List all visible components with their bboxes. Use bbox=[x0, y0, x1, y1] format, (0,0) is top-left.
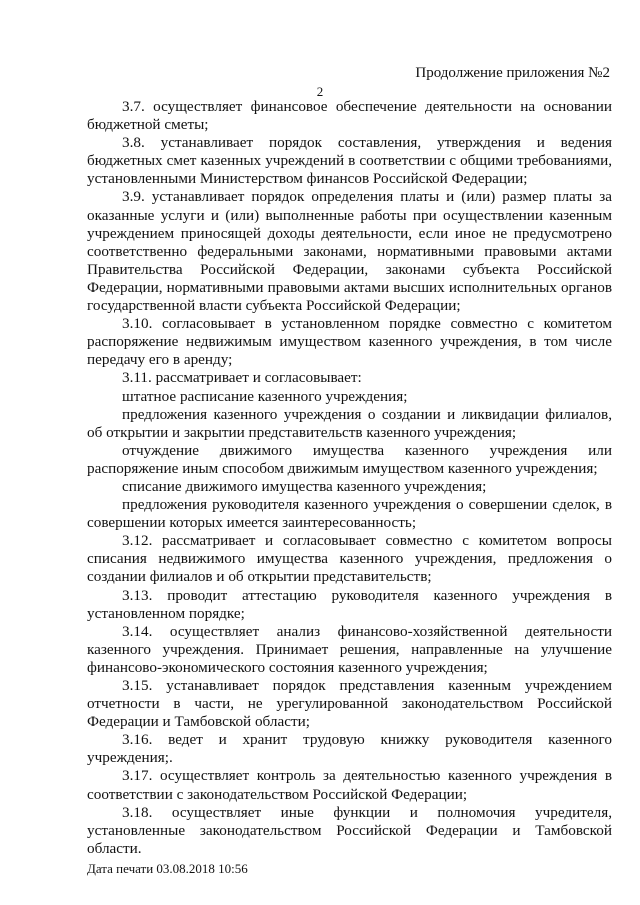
page-number: 2 bbox=[316, 84, 324, 99]
paragraph-3-10: 3.10. согласовывает в установленном порядке совместно с комитетом распоряжение недвижимым имуществом казенного учреждения, в том числе передачу его в аренду; bbox=[87, 315, 612, 369]
list-item-write-off: списание движимого имущества казенного учреждения; bbox=[122, 477, 487, 495]
paragraph-3-8: 3.8. устанавливает порядок составления, утверждения и ведения бюджетных смет казенных учреждений в соответствии с общими требованиями, установленными Министерством финансов Российской Федерации; bbox=[87, 134, 612, 188]
paragraph-3-14: 3.14. осуществляет анализ финансово-хозяйственной деятельности казенного учреждения. Принимает решения, направленные на улучшение финансово-экономического состояния казенного учреждения; bbox=[87, 622, 612, 676]
list-item-branches: предложения казенного учреждения о создании и ликвидации филиалов, об открытии и закрытии представительств казенного учреждения; bbox=[87, 405, 612, 441]
paragraph-3-16: 3.16. ведет и хранит трудовую книжку руководителя казенного учреждения;. bbox=[87, 731, 612, 767]
document-body bbox=[87, 98, 612, 858]
print-date: Дата печати 03.08.2018 10:56 bbox=[87, 861, 248, 876]
paragraph-3-13: 3.13. проводит аттестацию руководителя казенного учреждения в установленном порядке; bbox=[87, 586, 612, 622]
paragraph-3-12: 3.12. рассматривает и согласовывает совместно с комитетом вопросы списания недвижимого имущества казенного учреждения, предложения о создании филиалов и об открытии представительств; bbox=[87, 532, 612, 586]
paragraph-3-11: 3.11. рассматривает и согласовывает: bbox=[122, 369, 362, 387]
paragraph-3-9: 3.9. устанавливает порядок определения платы и (или) размер платы за оказанные услуги и (или) выполненные работы при осуществлении казенным учреждением приносящей доходы деятельности, если иное не предусмотрено соответственно федеральными законами, нормативными правовыми актами Правительства Российской Федерации, законами субъекта Российской Федерации, нормативными правовыми актами высших исполнительных органов государственной власти субъекта Российской Федерации; bbox=[87, 188, 612, 315]
list-item-transactions: предложения руководителя казенного учреждения о совершении сделок, в совершении которых имеется заинтересованность; bbox=[87, 496, 612, 532]
paragraph-3-18: 3.18. осуществляет иные функции и полномочия учредителя, установленные законодательством Российской Федерации и Тамбовской области. bbox=[87, 803, 612, 857]
paragraph-3-7: 3.7. осуществляет финансовое обеспечение деятельности на основании бюджетной сметы; bbox=[87, 98, 612, 134]
list-item-staffing: штатное расписание казенного учреждения; bbox=[122, 387, 408, 405]
list-item-alienation: отчуждение движимого имущества казенного учреждения или распоряжение иным способом движимым имуществом казенного учреждения; bbox=[87, 441, 612, 477]
paragraph-3-15: 3.15. устанавливает порядок представления казенным учреждением отчетности в части, не урегулированной законодательством Российской Федерации и Тамбовской области; bbox=[87, 677, 612, 731]
continuation-header: Продолжение приложения №2 bbox=[415, 65, 610, 81]
paragraph-3-17: 3.17. осуществляет контроль за деятельностью казенного учреждения в соответствии с законодательством Российской Федерации; bbox=[87, 767, 612, 803]
